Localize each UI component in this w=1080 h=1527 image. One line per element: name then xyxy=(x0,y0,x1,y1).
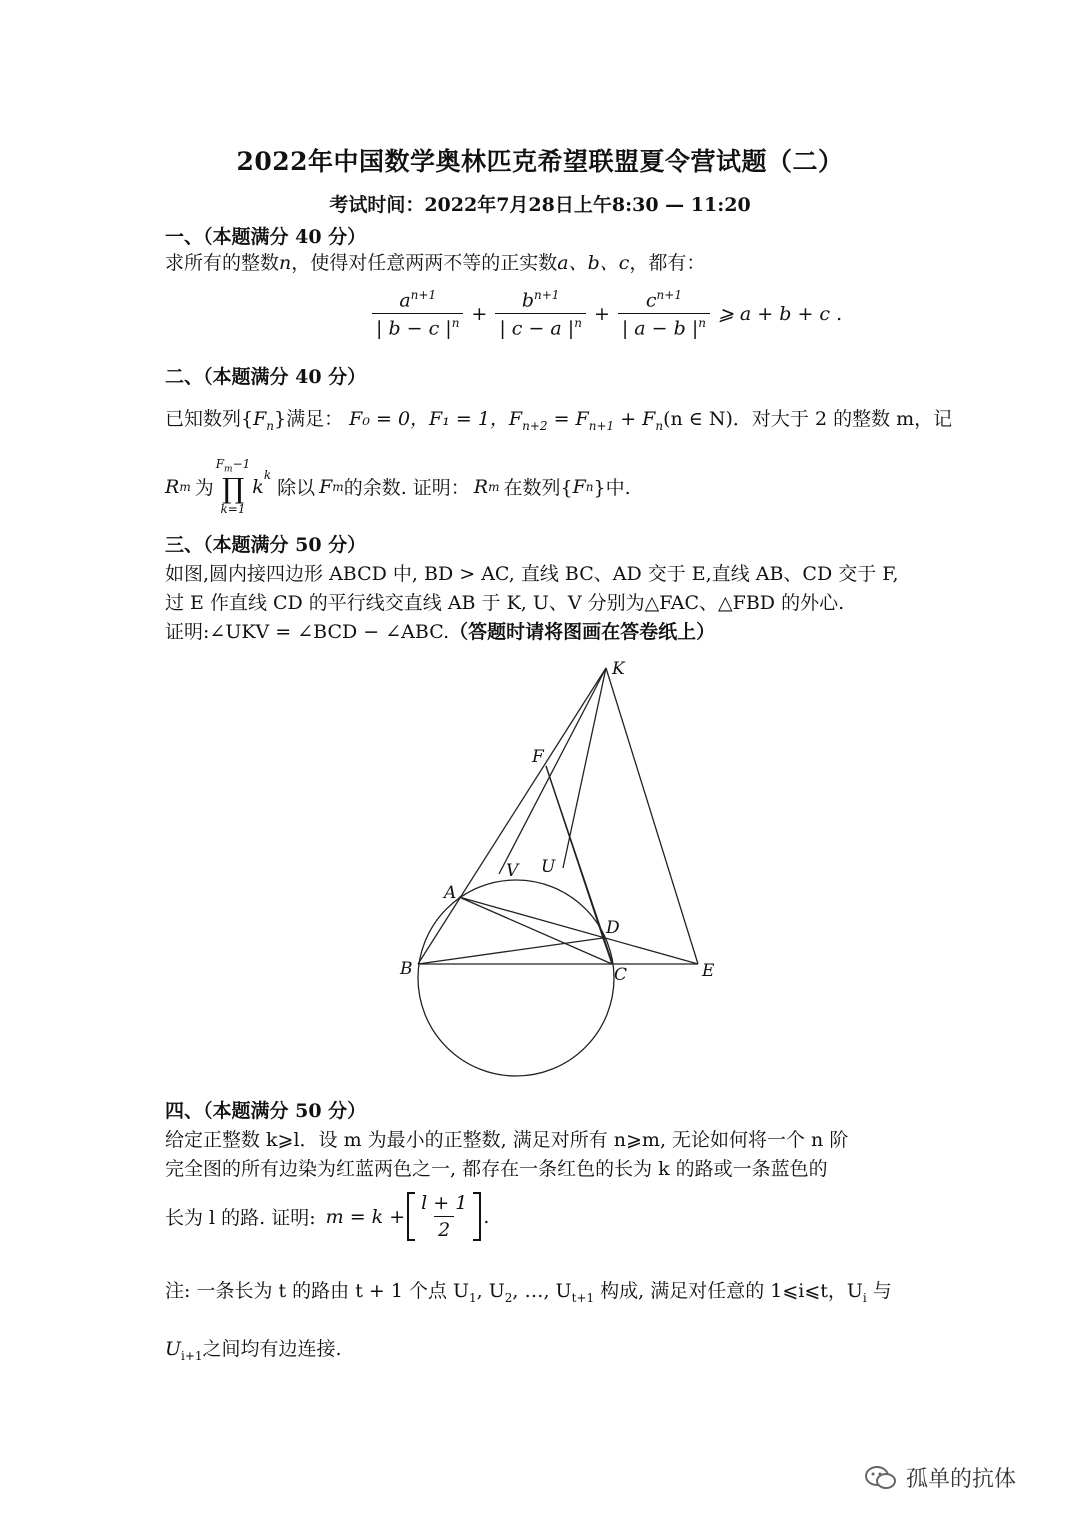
problem-3-line-1: 如图,圆内接四边形 ABCD 中, BD > AC, 直线 BC、AD 交于 E,直线 AB、CD 交于 F, xyxy=(165,563,899,585)
problem-1-heading: 一、（本题满分 40 分） xyxy=(165,226,367,248)
problem-3-line-3: 证明:∠UKV = ∠BCD − ∠ABC.（答题时请将图画在答卷纸上） xyxy=(165,621,716,643)
line-KV xyxy=(499,668,606,874)
exam-title: 2022年中国数学奥林匹克希望联盟夏令营试题（二） xyxy=(236,147,844,176)
line-BD xyxy=(418,938,603,964)
problem-1-statement: 求所有的整数n，使得对任意两两不等的正实数a、b、c，都有： xyxy=(165,252,706,274)
line-KE xyxy=(606,668,698,964)
label-K: K xyxy=(612,659,625,679)
circumcircle xyxy=(418,880,614,1076)
problem-4-line-2: 完全图的所有边染为红蓝两色之一, 都存在一条红色的长为 k 的路或一条蓝色的 xyxy=(165,1158,828,1180)
label-V: V xyxy=(506,861,519,881)
problem-2-line-1: 已知数列$\{F_n\}$满足： F₀ = 0，F₁ = 1，$F_{n+2} = F_{n+1} + F_n(n$ ∈ N)．对大于 2 的整数 m，记 xyxy=(165,408,953,433)
problem-4-heading: 四、（本题满分 50 分） xyxy=(165,1100,367,1122)
problem-1-inequality: $\frac{a^{n+1}}{| b - c |^n}$ + $\frac{b^{n+1}}{| c - a |^n}$ + $\frac{c^{n+1}}{| a - b |^n}$ ⩾ a + b + c . xyxy=(370,288,842,340)
problem-4-line-3: 长为 l 的路. 证明: m = k + $\frac{l + 1}{2}$ . xyxy=(165,1192,490,1241)
problem-4-note-line-2: $U_{i+1}$之间均有边连接. xyxy=(165,1338,342,1363)
watermark-text: 孤单的抗体 xyxy=(906,1467,1017,1492)
label-E: E xyxy=(702,961,715,981)
fraction-a: $\frac{a^{n+1}}{| b - c |^n}$ xyxy=(372,288,463,340)
problem-2-heading: 二、（本题满分 40 分） xyxy=(165,366,367,388)
line-FD xyxy=(546,766,603,938)
label-A: A xyxy=(444,883,457,903)
label-C: C xyxy=(614,965,628,985)
label-D: D xyxy=(606,918,620,938)
problem-4-line-1: 给定正整数 k⩾l．设 m 为最小的正整数, 满足对所有 n⩾m, 无论如何将一个 n 阶 xyxy=(165,1129,849,1151)
problem-2-line-2: R m 为 $F_m-1$ ∏ k=1 k $^k$ 除以 F m 的余数. 证明： R m 在数列{ F n }中. xyxy=(165,457,631,517)
watermark xyxy=(864,1462,1016,1493)
label-B: B xyxy=(400,959,413,979)
fraction-c: $\frac{c^{n+1}}{| a - b |^n}$ xyxy=(618,288,710,340)
line-AE xyxy=(459,897,698,964)
label-F: F xyxy=(532,747,544,767)
problem-4-note-line-1: 注: 一条长为 t 的路由 t + 1 个点 $U_1$, $U_2$, …, $U_{t+1}$ 构成, 满足对任意的 1⩽i⩽t，$U_i$ 与 xyxy=(165,1280,892,1305)
exam-time: 考试时间：2022年7月28日上午8:30 — 11:20 xyxy=(329,194,751,216)
fraction-b: $\frac{b^{n+1}}{| c - a |^n}$ xyxy=(495,288,586,340)
line-AC xyxy=(459,897,612,964)
wechat-icon xyxy=(864,1464,898,1492)
floor-bracket: $\frac{l + 1}{2}$ xyxy=(407,1192,481,1241)
problem-3-heading: 三、（本题满分 50 分） xyxy=(165,534,367,556)
problem-3-line-2: 过 E 作直线 CD 的平行线交直线 AB 于 K, U、V 分别为△FAC、△FBD 的外心. xyxy=(165,592,845,614)
product-symbol: $F_m-1$ ∏ k=1 xyxy=(215,457,251,517)
label-U: U xyxy=(541,857,556,877)
